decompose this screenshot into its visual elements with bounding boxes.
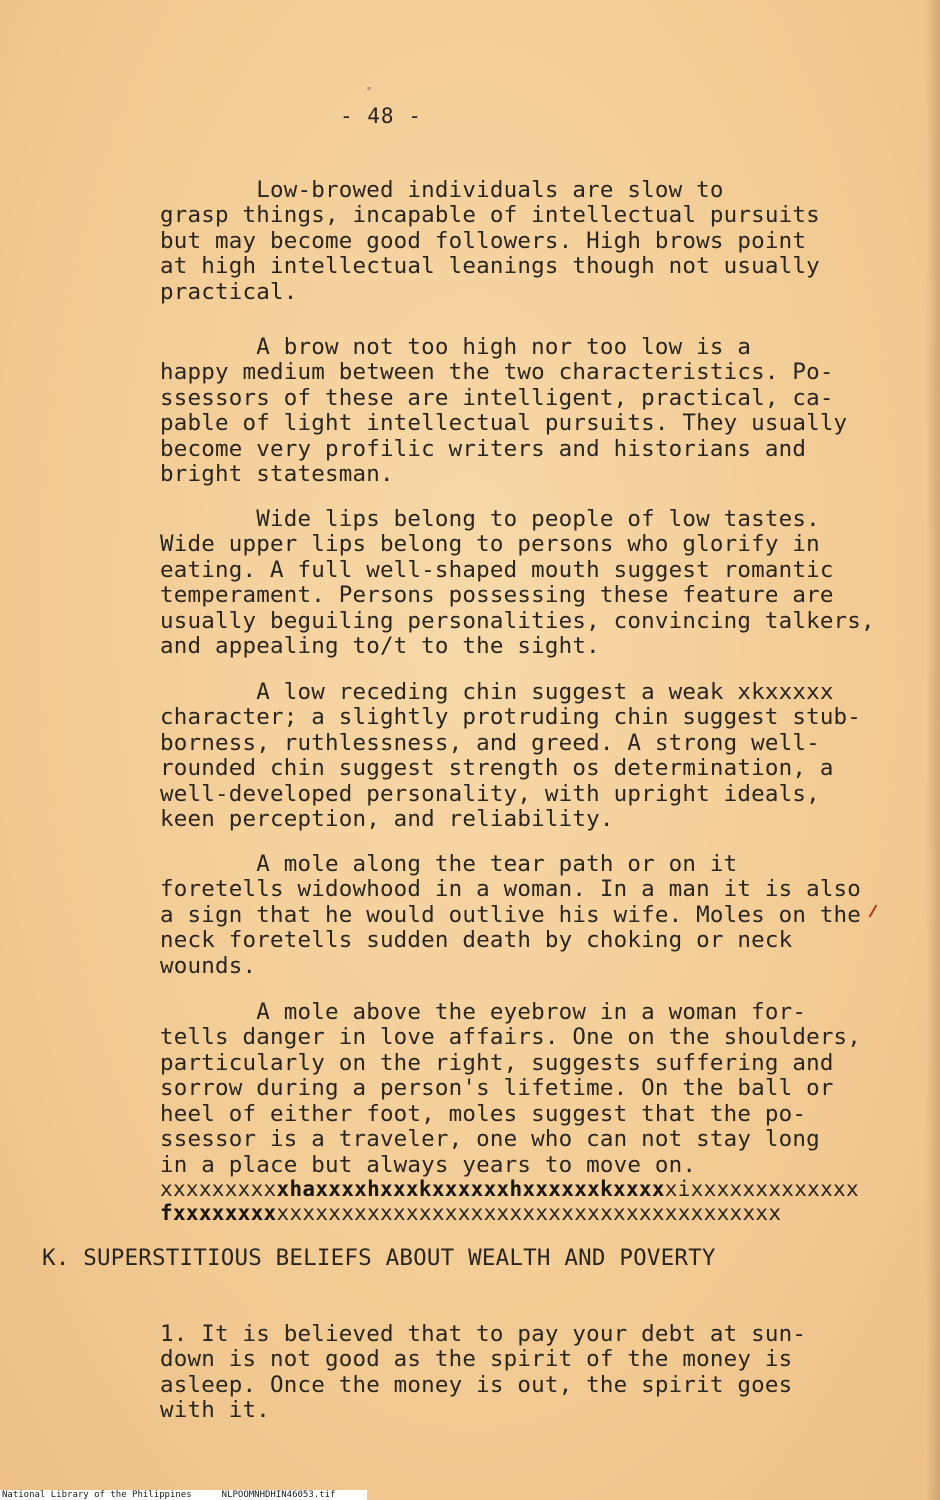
text-line: Wide lips belong to people of low tastes.	[160, 505, 820, 532]
text-line: but may become good followers. High brows point	[160, 227, 807, 254]
text-line: Low-browed individuals are slow to	[160, 176, 724, 203]
text-line: A low receding chin suggest a weak xkxxxxx	[160, 678, 834, 705]
text-line: ssessor is a traveler, one who can not stay long	[160, 1126, 820, 1152]
section-heading: K. SUPERSTITIOUS BELIEFS ABOUT WEALTH AND POVERTY	[42, 1245, 716, 1271]
text-line: 1. It is believed that to pay your debt at sun-	[160, 1320, 807, 1347]
struck-plain: xxxxxxxxxxxxxxxxxxxxxxxxxxxxxxxxxxxxxxx	[276, 1201, 782, 1225]
text-line: keen perception, and reliability.	[160, 806, 614, 832]
text-line: at high intellectual leanings though not usually	[160, 253, 820, 279]
text-line: ssessors of these are intelligent, practical, ca-	[160, 384, 834, 411]
text-line: happy medium between the two characteristics. Po-	[160, 359, 834, 385]
text-line: with it.	[160, 1397, 270, 1423]
text-line: neck foretells sudden death by choking or neck	[160, 927, 793, 953]
text-line: down is not good as the spirit of the money is	[160, 1346, 793, 1372]
text-line: A mole above the eyebrow in a woman for-	[160, 998, 807, 1025]
text-line: in a place but always years to move on.	[160, 1151, 697, 1178]
text-line: character; a slightly protruding chin suggest stub-	[160, 704, 862, 730]
text-line: A brow not too high nor too low is a	[160, 333, 752, 360]
text-line: a sign that he would outlive his wife. Moles on the	[160, 901, 862, 928]
text-line: A mole along the tear path or on it	[160, 850, 738, 877]
scan-footer	[0, 1490, 367, 1500]
paragraph-mole-eyebrow	[160, 974, 920, 1204]
struck-overstrike: fxxxxxxxx	[160, 1201, 277, 1225]
text-line: usually beguiling personalities, convincing talkers,	[160, 607, 875, 634]
struck-plain: xixxxxxxxxxxxxx	[664, 1177, 859, 1201]
text-line: practical.	[160, 278, 298, 305]
list-item	[160, 1296, 920, 1449]
text-line: heel of either foot, moles suggest that the po-	[160, 1100, 807, 1127]
page-number: - 48 -	[340, 104, 422, 128]
struck-out-line-2	[160, 1201, 781, 1225]
footer-file: NLPOOMNHDHIN46053.tif	[221, 1490, 336, 1500]
text-line: tells danger in love affairs. One on the shoulders,	[160, 1024, 862, 1050]
text-line: pable of light intellectual pursuits. They usually	[160, 410, 848, 436]
text-line: temperament. Persons possessing these feature are	[160, 582, 834, 608]
page-edge-shadow	[926, 0, 940, 1500]
text-line: wounds.	[160, 952, 257, 979]
text-line: well-developed personality, with upright ideals,	[160, 780, 820, 807]
text-line: rounded chin suggest strength os determination, a	[160, 755, 834, 781]
text-line: eating. A full well-shaped mouth suggest romantic	[160, 556, 834, 583]
struck-plain: xxxxxxxxx	[160, 1177, 277, 1201]
text-line: borness, ruthlessness, and greed. A strong well-	[160, 729, 820, 756]
text-line: Wide upper lips belong to persons who glorify in	[160, 531, 820, 557]
text-line: sorrow during a person's lifetime. On the ball or	[160, 1075, 834, 1101]
text-line: become very profilic writers and historians and	[160, 435, 807, 462]
text-line: foretells widowhood in a woman. In a man it is also	[160, 876, 862, 902]
tick-mark: "	[366, 86, 373, 97]
struck-out-line-1	[160, 1177, 859, 1201]
text-line: asleep. Once the money is out, the spirit goes	[160, 1371, 793, 1398]
paragraph-low-browed	[160, 152, 920, 331]
struck-overstrike: xhaxxxxhxxxkxxxxxxhxxxxxxkxxxx	[276, 1177, 665, 1201]
text-line: bright statesman.	[160, 461, 394, 487]
text-line: grasp things, incapable of intellectual pursuits	[160, 202, 820, 228]
text-line: and appealing to/t to the sight.	[160, 633, 600, 659]
text-line: particularly on the right, suggests suffering and	[160, 1049, 834, 1076]
footer-library: National Library of the Philippines	[2, 1490, 192, 1500]
